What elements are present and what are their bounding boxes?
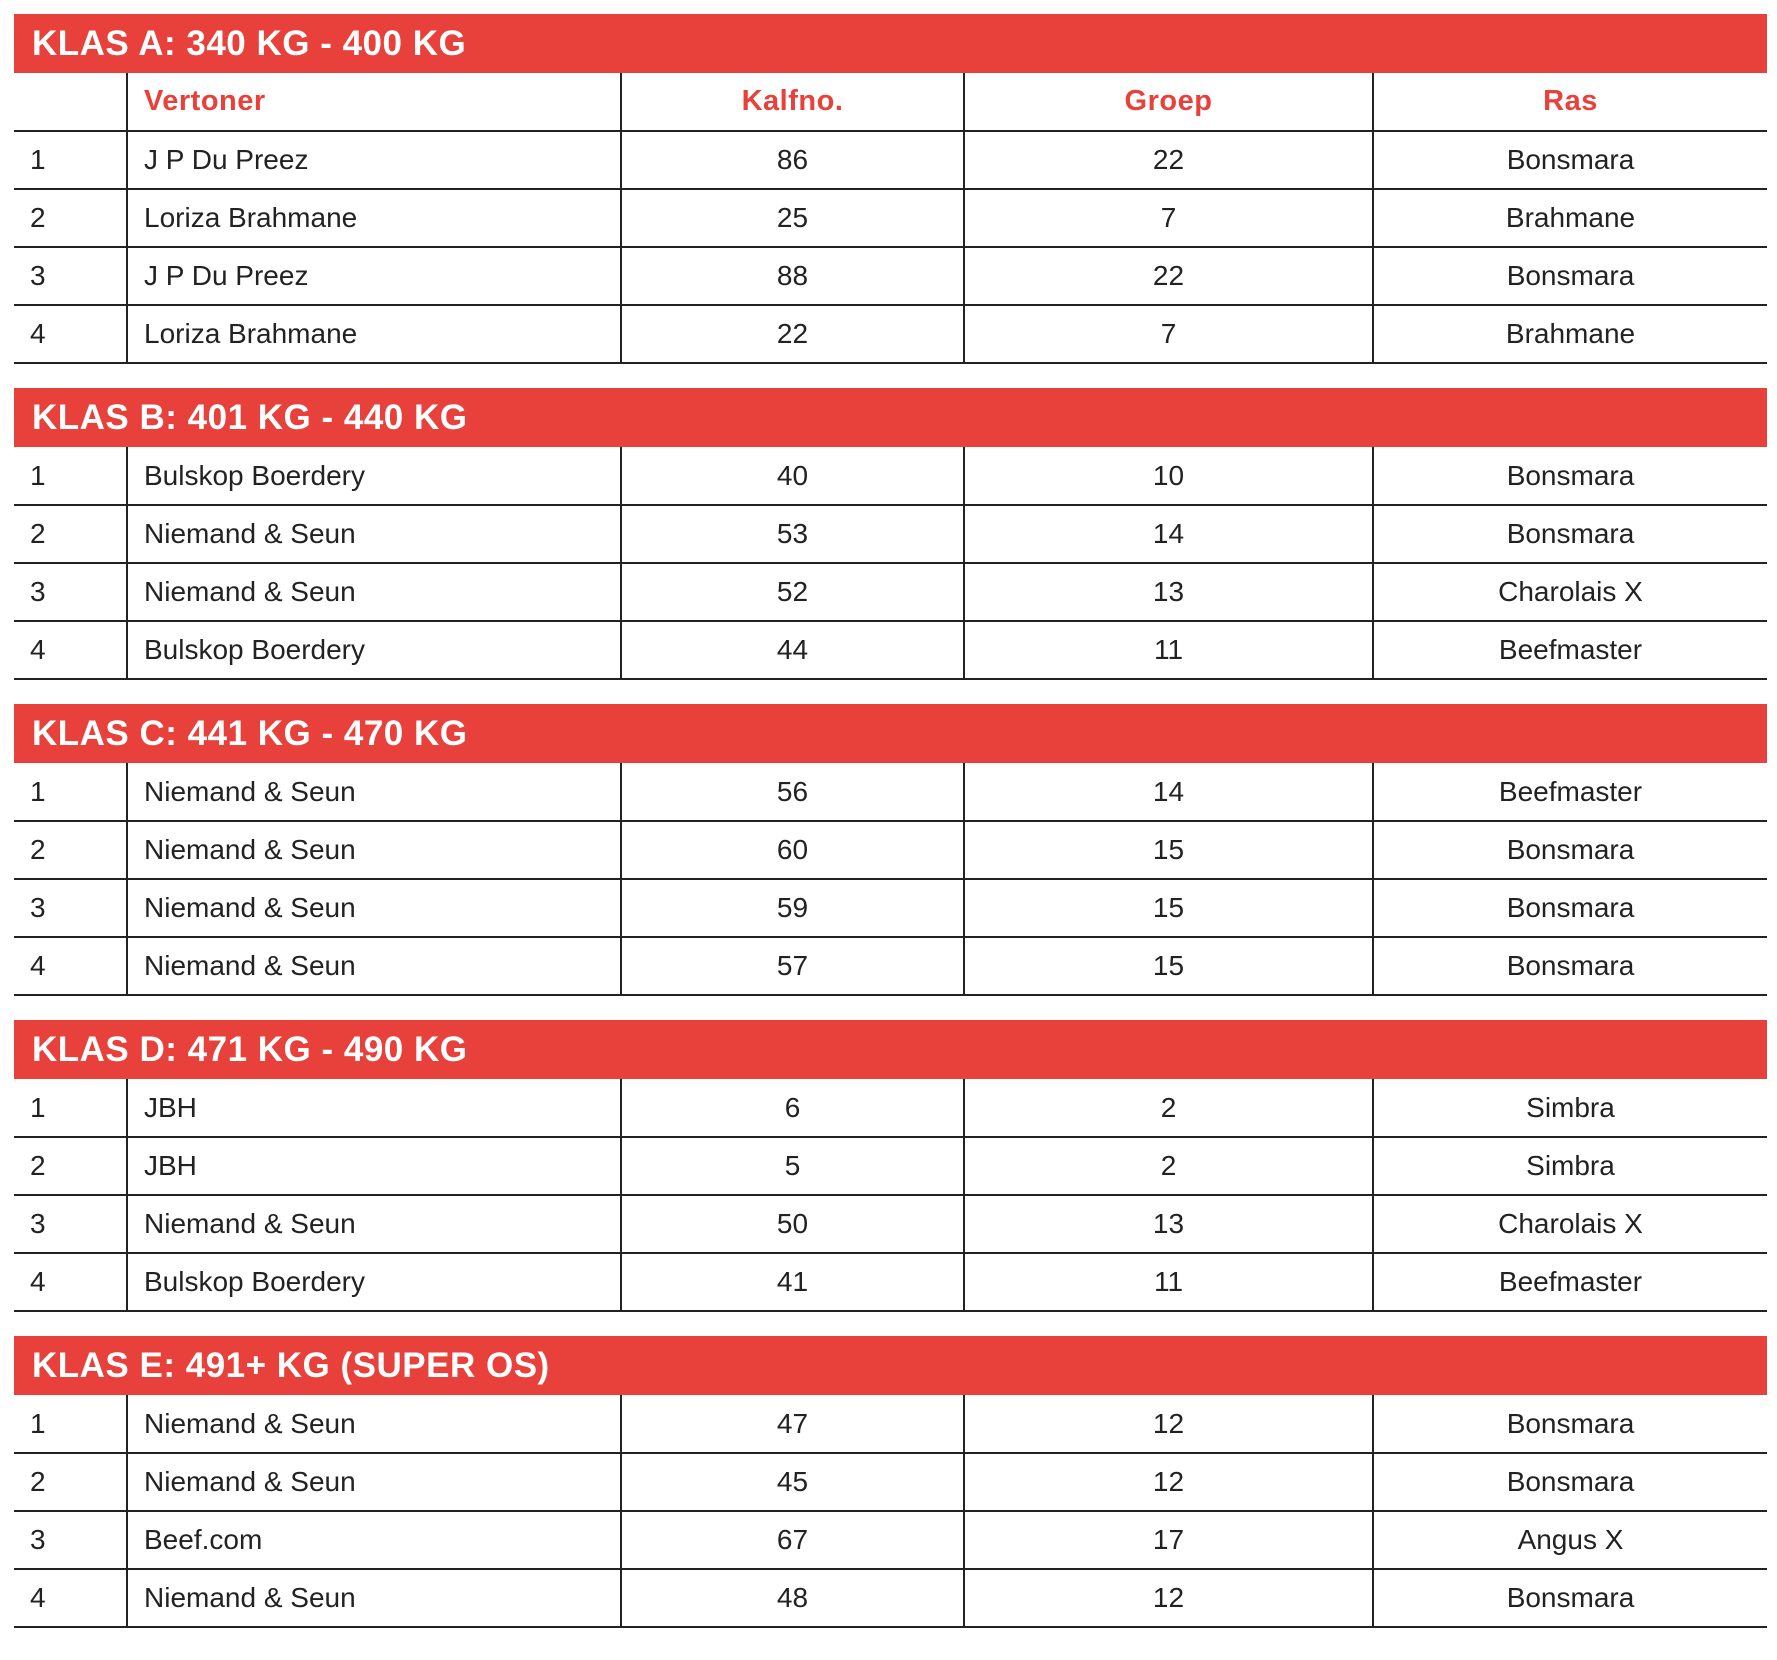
- class-title: KLAS A: 340 KG - 400 KG: [14, 14, 1767, 73]
- exhibitor-cell: Niemand & Seun: [127, 563, 621, 621]
- class-section: [14, 14, 1767, 364]
- rank-cell: 3: [14, 247, 127, 305]
- breed-cell: Bonsmara: [1373, 1453, 1767, 1511]
- rank-cell: 2: [14, 1453, 127, 1511]
- rank-cell: 2: [14, 505, 127, 563]
- class-title: KLAS B: 401 KG - 440 KG: [14, 388, 1767, 447]
- calf-no-cell: 59: [621, 879, 964, 937]
- group-cell: 14: [964, 505, 1373, 563]
- rank-cell: 3: [14, 563, 127, 621]
- rank-cell: 3: [14, 1195, 127, 1253]
- results-table: [14, 1079, 1767, 1312]
- table-row: [14, 1079, 1767, 1137]
- results-table: [14, 763, 1767, 996]
- breed-cell: Bonsmara: [1373, 131, 1767, 189]
- column-header-rank: [14, 73, 127, 131]
- breed-cell: Charolais X: [1373, 563, 1767, 621]
- column-header-breed: Ras: [1373, 73, 1767, 131]
- exhibitor-cell: Niemand & Seun: [127, 1395, 621, 1453]
- exhibitor-cell: Niemand & Seun: [127, 821, 621, 879]
- group-cell: 13: [964, 1195, 1373, 1253]
- exhibitor-cell: J P Du Preez: [127, 247, 621, 305]
- calf-no-cell: 60: [621, 821, 964, 879]
- table-row: [14, 879, 1767, 937]
- rank-cell: 1: [14, 1079, 127, 1137]
- exhibitor-cell: Loriza Brahmane: [127, 305, 621, 363]
- exhibitor-cell: Beef.com: [127, 1511, 621, 1569]
- calf-no-cell: 6: [621, 1079, 964, 1137]
- rank-cell: 4: [14, 305, 127, 363]
- exhibitor-cell: Niemand & Seun: [127, 1569, 621, 1627]
- group-cell: 12: [964, 1453, 1373, 1511]
- breed-cell: Simbra: [1373, 1137, 1767, 1195]
- class-section: [14, 1336, 1767, 1628]
- group-cell: 14: [964, 763, 1373, 821]
- class-section: [14, 388, 1767, 680]
- results-document: [14, 14, 1767, 1652]
- breed-cell: Bonsmara: [1373, 937, 1767, 995]
- table-row: [14, 189, 1767, 247]
- calf-no-cell: 41: [621, 1253, 964, 1311]
- exhibitor-cell: Niemand & Seun: [127, 1195, 621, 1253]
- rank-cell: 4: [14, 621, 127, 679]
- table-row: [14, 1395, 1767, 1453]
- table-row: [14, 1569, 1767, 1627]
- breed-cell: Bonsmara: [1373, 505, 1767, 563]
- calf-no-cell: 22: [621, 305, 964, 363]
- table-row: [14, 1511, 1767, 1569]
- exhibitor-cell: Niemand & Seun: [127, 937, 621, 995]
- class-title: KLAS E: 491+ KG (SUPER OS): [14, 1336, 1767, 1395]
- group-cell: 10: [964, 447, 1373, 505]
- column-header-exhibitor: Vertoner: [127, 73, 621, 131]
- rank-cell: 4: [14, 937, 127, 995]
- calf-no-cell: 67: [621, 1511, 964, 1569]
- table-row: [14, 447, 1767, 505]
- calf-no-cell: 50: [621, 1195, 964, 1253]
- rank-cell: 2: [14, 1137, 127, 1195]
- breed-cell: Bonsmara: [1373, 447, 1767, 505]
- class-sections: [14, 14, 1767, 1628]
- calf-no-cell: 44: [621, 621, 964, 679]
- group-cell: 7: [964, 305, 1373, 363]
- results-table: [14, 447, 1767, 680]
- table-row: [14, 1453, 1767, 1511]
- group-cell: 15: [964, 821, 1373, 879]
- results-table: [14, 1395, 1767, 1628]
- breed-cell: Angus X: [1373, 1511, 1767, 1569]
- calf-no-cell: 88: [621, 247, 964, 305]
- group-cell: 12: [964, 1569, 1373, 1627]
- table-row: [14, 763, 1767, 821]
- exhibitor-cell: Niemand & Seun: [127, 505, 621, 563]
- calf-no-cell: 47: [621, 1395, 964, 1453]
- column-header-calf-no: Kalfno.: [621, 73, 964, 131]
- calf-no-cell: 48: [621, 1569, 964, 1627]
- table-row: [14, 621, 1767, 679]
- group-cell: 22: [964, 247, 1373, 305]
- breed-cell: Bonsmara: [1373, 821, 1767, 879]
- table-row: [14, 1195, 1767, 1253]
- breed-cell: Beefmaster: [1373, 621, 1767, 679]
- rank-cell: 1: [14, 763, 127, 821]
- group-cell: 11: [964, 1253, 1373, 1311]
- rank-cell: 2: [14, 189, 127, 247]
- table-row: [14, 505, 1767, 563]
- breed-cell: Bonsmara: [1373, 1395, 1767, 1453]
- breed-cell: Charolais X: [1373, 1195, 1767, 1253]
- table-row: [14, 821, 1767, 879]
- calf-no-cell: 40: [621, 447, 964, 505]
- table-row: [14, 247, 1767, 305]
- table-row: [14, 1137, 1767, 1195]
- class-section: [14, 704, 1767, 996]
- exhibitor-cell: Niemand & Seun: [127, 763, 621, 821]
- rank-cell: 3: [14, 1511, 127, 1569]
- exhibitor-cell: Loriza Brahmane: [127, 189, 621, 247]
- calf-no-cell: 86: [621, 131, 964, 189]
- exhibitor-cell: Bulskop Boerdery: [127, 447, 621, 505]
- class-title: KLAS C: 441 KG - 470 KG: [14, 704, 1767, 763]
- group-cell: 7: [964, 189, 1373, 247]
- breed-cell: Brahmane: [1373, 189, 1767, 247]
- calf-no-cell: 45: [621, 1453, 964, 1511]
- rank-cell: 3: [14, 879, 127, 937]
- exhibitor-cell: Niemand & Seun: [127, 1453, 621, 1511]
- calf-no-cell: 52: [621, 563, 964, 621]
- exhibitor-cell: JBH: [127, 1137, 621, 1195]
- calf-no-cell: 25: [621, 189, 964, 247]
- column-header-group: Groep: [964, 73, 1373, 131]
- class-section: [14, 1020, 1767, 1312]
- group-cell: 12: [964, 1395, 1373, 1453]
- rank-cell: 1: [14, 1395, 127, 1453]
- calf-no-cell: 53: [621, 505, 964, 563]
- breed-cell: Bonsmara: [1373, 879, 1767, 937]
- rank-cell: 1: [14, 447, 127, 505]
- exhibitor-cell: Niemand & Seun: [127, 879, 621, 937]
- rank-cell: 4: [14, 1569, 127, 1627]
- rank-cell: 2: [14, 821, 127, 879]
- table-row: [14, 1253, 1767, 1311]
- exhibitor-cell: JBH: [127, 1079, 621, 1137]
- calf-no-cell: 57: [621, 937, 964, 995]
- rank-cell: 1: [14, 131, 127, 189]
- breed-cell: Beefmaster: [1373, 1253, 1767, 1311]
- class-title: KLAS D: 471 KG - 490 KG: [14, 1020, 1767, 1079]
- rank-cell: 4: [14, 1253, 127, 1311]
- table-row: [14, 305, 1767, 363]
- group-cell: 11: [964, 621, 1373, 679]
- table-row: [14, 131, 1767, 189]
- group-cell: 22: [964, 131, 1373, 189]
- group-cell: 15: [964, 937, 1373, 995]
- exhibitor-cell: Bulskop Boerdery: [127, 1253, 621, 1311]
- breed-cell: Simbra: [1373, 1079, 1767, 1137]
- group-cell: 15: [964, 879, 1373, 937]
- group-cell: 2: [964, 1137, 1373, 1195]
- results-table: [14, 73, 1767, 364]
- group-cell: 17: [964, 1511, 1373, 1569]
- exhibitor-cell: Bulskop Boerdery: [127, 621, 621, 679]
- breed-cell: Bonsmara: [1373, 247, 1767, 305]
- group-cell: 2: [964, 1079, 1373, 1137]
- table-row: [14, 563, 1767, 621]
- calf-no-cell: 56: [621, 763, 964, 821]
- calf-no-cell: 5: [621, 1137, 964, 1195]
- group-cell: 13: [964, 563, 1373, 621]
- breed-cell: Beefmaster: [1373, 763, 1767, 821]
- column-header-row: [14, 73, 1767, 131]
- exhibitor-cell: J P Du Preez: [127, 131, 621, 189]
- breed-cell: Brahmane: [1373, 305, 1767, 363]
- breed-cell: Bonsmara: [1373, 1569, 1767, 1627]
- table-row: [14, 937, 1767, 995]
